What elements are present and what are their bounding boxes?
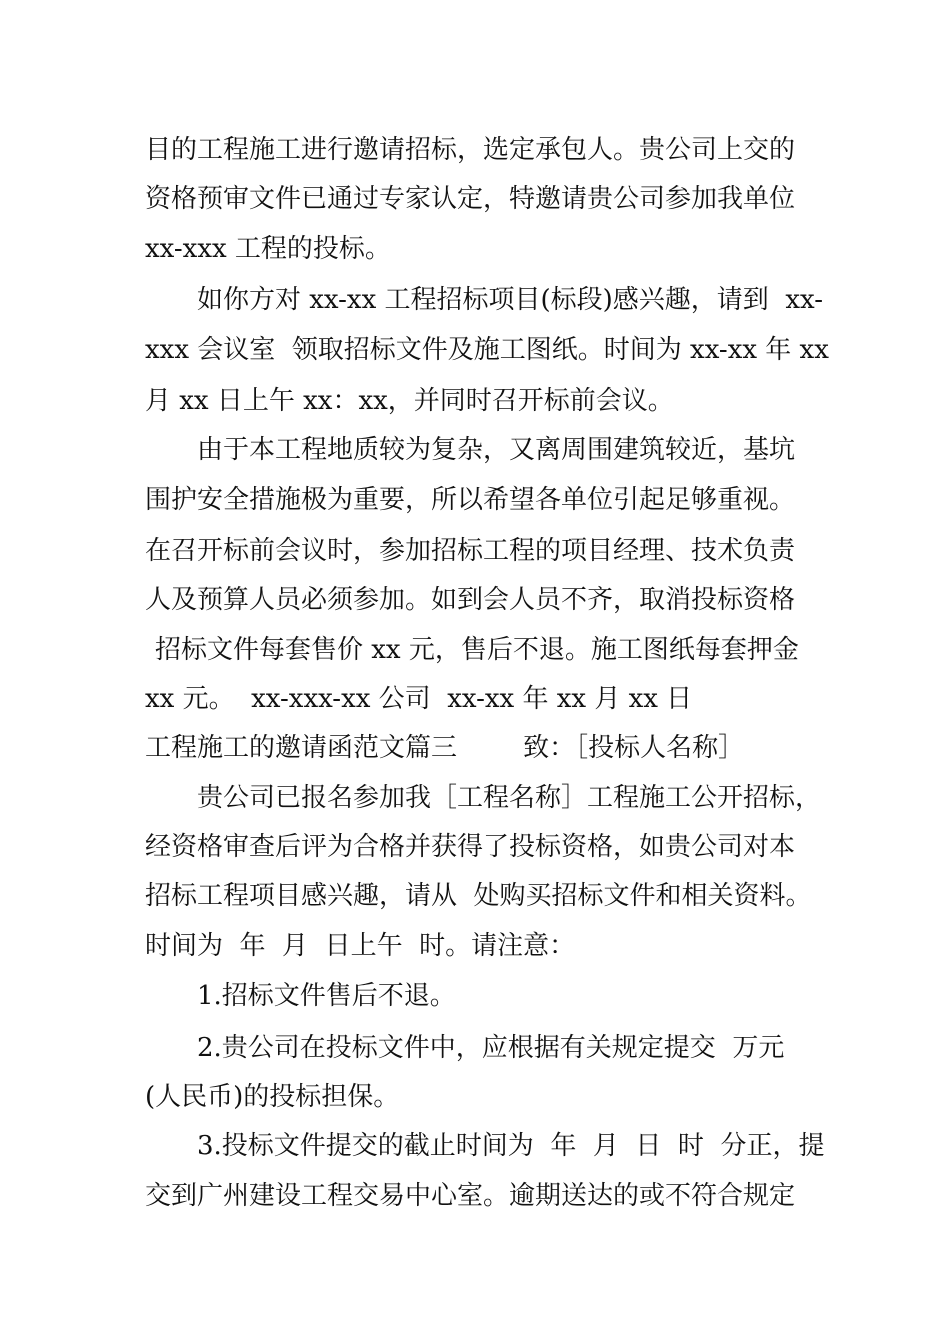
text-line: 在召开标前会议时，参加招标工程的项目经理、技术负责: [145, 536, 796, 566]
text-line: 贵公司已报名参加我［工程名称］工程施工公开招标，: [197, 783, 822, 813]
text-line: 资格预审文件已通过专家认定，特邀请贵公司参加我单位: [145, 184, 796, 214]
text-line: 人及预算人员必须参加。如到会人员不齐，取消投标资格: [145, 585, 796, 615]
text-line: 围护安全措施极为重要，所以希望各单位引起足够重视。: [145, 485, 796, 515]
text-line: (人民币)的投标担保。: [145, 1082, 400, 1112]
section-heading: 工程施工的邀请函范文篇三 致：［投标人名称］: [145, 733, 745, 763]
list-item: 2.贵公司在投标文件中，应根据有关规定提交 万元: [197, 1033, 785, 1063]
text-line: 由于本工程地质较为复杂，又离周围建筑较近，基坑: [197, 435, 796, 465]
text-line: 时间为 年 月 日上午 时。请注意：: [145, 931, 576, 961]
text-line: 招标文件每套售价 xx 元，售后不退。施工图纸每套押金: [155, 635, 799, 665]
text-line: xxx 会议室 领取招标文件及施工图纸。时间为 xx-xx 年 xx: [145, 335, 829, 365]
text-line: 月 xx 日上午 xx：xx，并同时召开标前会议。: [145, 386, 674, 416]
text-line: 交到广州建设工程交易中心室。逾期送达的或不符合规定: [145, 1181, 796, 1211]
text-line: 招标工程项目感兴趣，请从 处购买招标文件和相关资料。: [145, 881, 812, 911]
list-item: 1.招标文件售后不退。: [197, 981, 456, 1011]
text-line: xx-xxx 工程的投标。: [145, 234, 391, 264]
text-line: xx 元。 xx-xxx-xx 公司 xx-xx 年 xx 月 xx 日: [145, 684, 693, 714]
list-item: 3.投标文件提交的截止时间为 年 月 日 时 分正，提: [197, 1131, 825, 1161]
text-line: 经资格审查后评为合格并获得了投标资格，如贵公司对本: [145, 832, 796, 862]
text-line: 如你方对 xx-xx 工程招标项目(标段)感兴趣，请到 xx-: [197, 285, 823, 315]
text-line: 目的工程施工进行邀请招标，选定承包人。贵公司上交的: [145, 135, 796, 165]
